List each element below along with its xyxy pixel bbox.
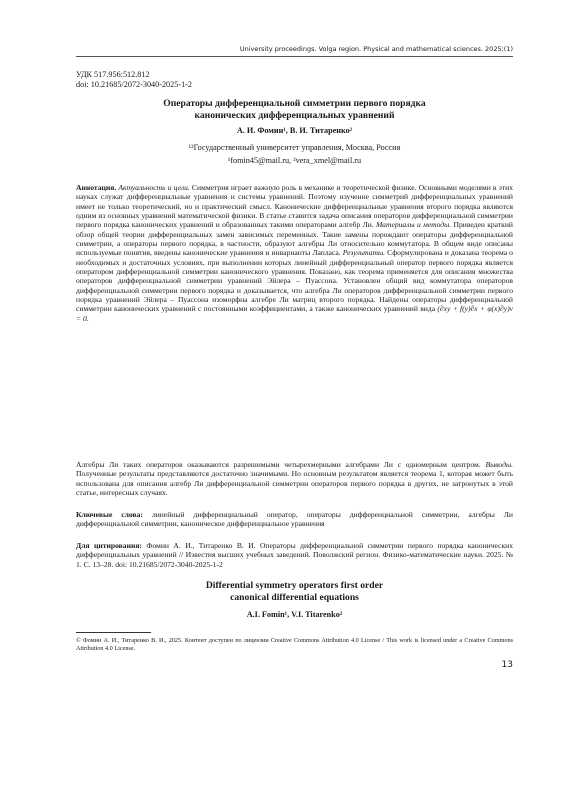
author-emails: ¹fomin45@mail.ru, ²vera_xmel@mail.ru xyxy=(227,156,362,165)
article-title-en xyxy=(76,580,513,603)
abstract-section-conclusions: Выводы. xyxy=(485,460,513,469)
abstract-results-text: Сформулирована и доказана теорема о необходимых и достаточных условиях, при выполнении которых линейный дифференциальный оператор первого порядка является оператором дифференциальной симметрии канонического уравнения. Показано, как теорема применяется для описания множества операторов дифференциальной симметрии уравнений Эйлера – Пуассона. Установлен общий вид коммутатора операторов дифференциальной симметрии первого порядка и доказывается, что алгебра Ли операторов дифференциальной симметрии первого порядка уравнений Эйлера – Пуассона изоморфна алгебре Ли матриц второго порядка. Найдены операторы дифференциальной симметрии канонических уравнений с постоянными коэффициентами, а также канонических уравнений вида xyxy=(76,248,513,314)
abstract-aims-text: Симметрия играет важную роль в механике и теоретической физике. Основными моделями в этих науках служат дифференциальные уравнения и системы уравнений. Поэтому изучение симметрий дифференциальных уравнений имеет не только теоретический, но и практический смысл. Канонические дифференциальные уравнения второго порядка являются одним из основных уравнений математической физики. В статье ставится задача описания операторов дифференциальной симметрии первого порядка канонических уравнений и образованных такими операторами алгебр Ли. xyxy=(76,183,514,230)
license-footnote: © Фомин А. И., Титаренко В. И., 2025. Контент доступен по лицензии Creative Commons Attribution 4.0 License / This work is licensed under a Creative Commons Attribution 4.0 License. xyxy=(76,637,513,652)
doi-line: doi: 10.21685/2072-3040-2025-1-2 xyxy=(76,80,192,89)
abstract-section-methods: Материалы и методы. xyxy=(375,220,452,230)
abstract-section-results: Результаты. xyxy=(342,248,386,258)
title-en-line-2: canonical differential equations xyxy=(230,591,359,603)
citation-ru xyxy=(76,541,513,569)
abstract-continued xyxy=(76,460,513,497)
title-en-line-1: Differential symmetry operators first order xyxy=(205,580,384,591)
abstract-cont-text: Алгебры Ли таких операторов оказываются разрешимыми четырехмерными алгебрами Ли с одномерным центром. xyxy=(76,460,481,469)
abstract-methods-text: Приведен краткий обзор общей теории дифференциальных замен зависимых переменных. Такие замены порождают операторы дифференциальной симметрии, а операторы первого порядка, в частности, образуют алгебры Ли относительно коммутатора. В общем виде описаны используемые понятия, введены канонические уравнения и инварианты Лапласа. xyxy=(76,220,513,258)
abstract-conclusions-text: Полученные результаты представляются достаточно значимыми. Но основным результатом является теорема 1, которая может быть использована для описания алгебр Ли дифференциальной симметрии операторов первого порядка в других, не затронутых в этой статье, интересных случаях. xyxy=(76,469,513,498)
abstract-formula: (∂xy + f(y)∂x + φ(x)∂y)v = 0. xyxy=(76,304,513,323)
authors-ru: А. И. Фомин¹, В. И. Титаренко² xyxy=(236,126,353,135)
abstract-ru xyxy=(76,183,513,323)
title-ru-line-2: канонических дифференциальных уравнений xyxy=(194,109,395,121)
udc-code: УДК 517.956:512.812 xyxy=(76,70,150,79)
abstract-label: Аннотация. xyxy=(76,183,117,192)
citation-label: Для цитирования: xyxy=(76,541,142,550)
keywords-ru xyxy=(76,510,513,529)
running-header: University proceedings. Volga region. Physical and mathematical sciences. 2025;(1) xyxy=(76,45,513,57)
affiliation-ru: ¹²Государственный университет управления, Москва, Россия xyxy=(188,143,401,152)
article-title-ru xyxy=(76,98,513,121)
title-ru-line-1: Операторы дифференциальной симметрии первого порядка xyxy=(163,98,426,109)
page-number: 13 xyxy=(501,660,513,670)
keywords-label: Ключевые слова: xyxy=(76,510,143,519)
footnote-divider xyxy=(76,632,151,633)
abstract-section-aims: Актуальность и цели. xyxy=(118,183,190,192)
keywords-text: линейный дифференциальный оператор, операторы дифференциальной симметрии, алгебры Ли дифференциальной симметрии, каноническое дифференциальное уравнения xyxy=(76,510,513,529)
authors-en: A.I. Fomin¹, V.I. Titarenko² xyxy=(246,610,343,619)
citation-text: Фомин А. И., Титаренко В. И. Операторы дифференциальной симметрии первого порядка канонических дифференциальных уравнений // Известия высших учебных заведений. Поволжский регион. Физико-математические науки. 2025. № 1. С. 13–28. doi: 10.21685/2072-3040-2025-1-2 xyxy=(76,541,514,569)
